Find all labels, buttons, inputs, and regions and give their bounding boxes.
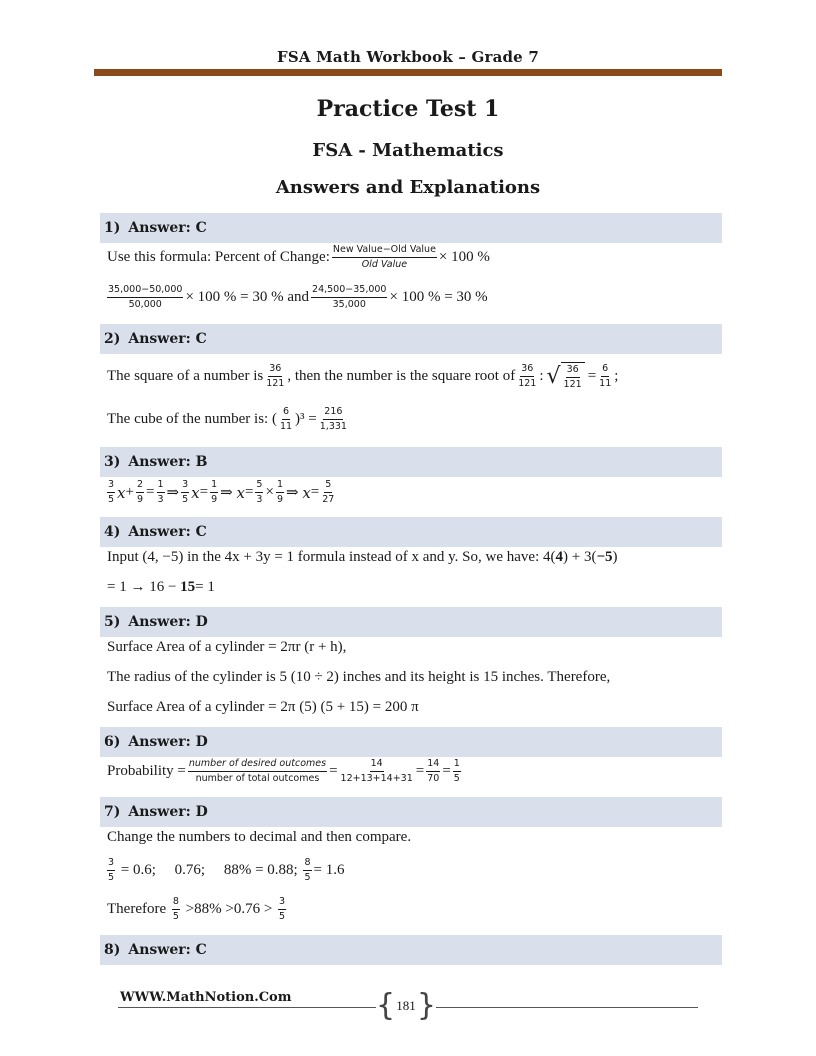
q5-line-2: The radius of the cylinder is 5 (10 ÷ 2) inches and its height is 15 inches. Therefore, [107, 669, 611, 685]
answer-label: Answer: C [128, 331, 207, 347]
answer-label: Answer: C [128, 942, 207, 958]
fraction: $\frac{35,000-50,000}{50,000}$ [108, 284, 183, 310]
answer-label: Answer: B [128, 454, 208, 470]
q4-line-2: = 1 → 16 − 15 = 1 [107, 579, 215, 595]
footer-website: WWW.MathNotion.Com [120, 990, 292, 1005]
page-number-box [376, 990, 436, 1022]
answer-band-6 [100, 727, 722, 757]
question-number: 7) [104, 804, 121, 820]
answer-band-4 [100, 517, 722, 547]
q3-equation: $\frac{3}{5}$ x + $\frac{2}{9}$ = $\frac{1}{3}$ ⇒ $\frac{3}{5}$ x = $\frac{1}{9}$ ⇒ x = $\frac{5}{3}$ × $\frac{1}{9}$ ⇒ x = $\frac{5}{27}$ [108, 479, 335, 505]
page-number: 181 [396, 998, 416, 1013]
fraction: $\frac{\text{New Value−Old Value}}{\text{Old Value}}$ [332, 244, 436, 270]
question-number: 5) [104, 614, 121, 630]
fraction: $\frac{6}{11}$ [599, 363, 612, 389]
answer-band-2 [100, 324, 722, 354]
q2-line-1: The square of a number is $\frac{36}{121}$ , then the number is the square root of $\frac{36}{121}$ : √ $\frac{36}{121}$ = $\frac{6}{11}$ ; [107, 363, 619, 390]
answer-label: Answer: D [128, 734, 208, 750]
q5-line-3: Surface Area of a cylinder = 2π (5) (5 + 15) = 200 π [107, 699, 419, 715]
answer-label: Answer: C [128, 524, 207, 540]
q7-line-2: $\frac{3}{5}$ = 0.6; 0.76; 88% = 0.88; $\frac{8}{5}$ = 1.6 [108, 857, 345, 883]
square-root: √ $\frac{36}{121}$ [547, 362, 585, 391]
answer-band-3 [100, 447, 722, 477]
q5-line-1: Surface Area of a cylinder = 2πr (r + h), [107, 639, 347, 655]
question-number: 8) [104, 942, 121, 958]
q1-line-1: Use this formula: Percent of Change: $\frac{\text{New Value−Old Value}}{\text{Old Value}}$ × 100 % [107, 244, 490, 270]
answer-band-1 [100, 213, 722, 243]
question-number: 4) [104, 524, 121, 540]
fraction: $\frac{36}{121}$ [518, 363, 537, 389]
answer-band-8 [100, 935, 722, 965]
question-number: 3) [104, 454, 121, 470]
left-brace-icon: { [376, 988, 396, 1023]
q4-line-1: Input (4, −5) in the 4x + 3y = 1 formula instead of x and y. So, we have: 4( 4 ) + 3( −5 ) [107, 549, 618, 565]
page-subtitle: FSA - Mathematics [312, 140, 504, 161]
question-number: 6) [104, 734, 121, 750]
running-header: FSA Math Workbook – Grade 7 [276, 48, 539, 66]
q2-line-2: The cube of the number is: ( $\frac{6}{11}$ )³ = $\frac{216}{1,331}$ [107, 406, 347, 432]
q6-line: Probability = $\frac{\text{number of desired outcomes}}{\text{number of total outcomes}}$ = $\frac{14}{12+13+14+31}$ = $\frac{14}{70}$ = $\frac{1}{5}$ [107, 758, 460, 784]
q1-line-2: $\frac{35,000-50,000}{50,000}$ × 100 % = 30 % and $\frac{24,500-35,000}{35,000}$ × 100 % = 30 % [108, 284, 488, 310]
answer-band-7 [100, 797, 722, 827]
answer-label: Answer: D [128, 804, 208, 820]
header-rule [94, 69, 722, 76]
fraction: $\frac{36}{121}$ [266, 363, 285, 389]
section-title: Answers and Explanations [275, 177, 541, 198]
q7-line-1: Change the numbers to decimal and then compare. [107, 829, 412, 845]
question-number: 2) [104, 331, 121, 347]
answer-band-5 [100, 607, 722, 637]
right-brace-icon: } [416, 988, 436, 1023]
question-number: 1) [104, 220, 121, 236]
page-title: Practice Test 1 [316, 96, 500, 122]
fraction: $\frac{6}{11}$ [279, 406, 293, 432]
fraction: $\frac{216}{1,331}$ [319, 406, 347, 432]
answer-label: Answer: C [128, 220, 207, 236]
q7-line-3: Therefore $\frac{8}{5}$ >88% >0.76 > $\frac{3}{5}$ [107, 896, 286, 922]
fraction: $\frac{24,500-35,000}{35,000}$ [312, 284, 387, 310]
answer-label: Answer: D [128, 614, 208, 630]
